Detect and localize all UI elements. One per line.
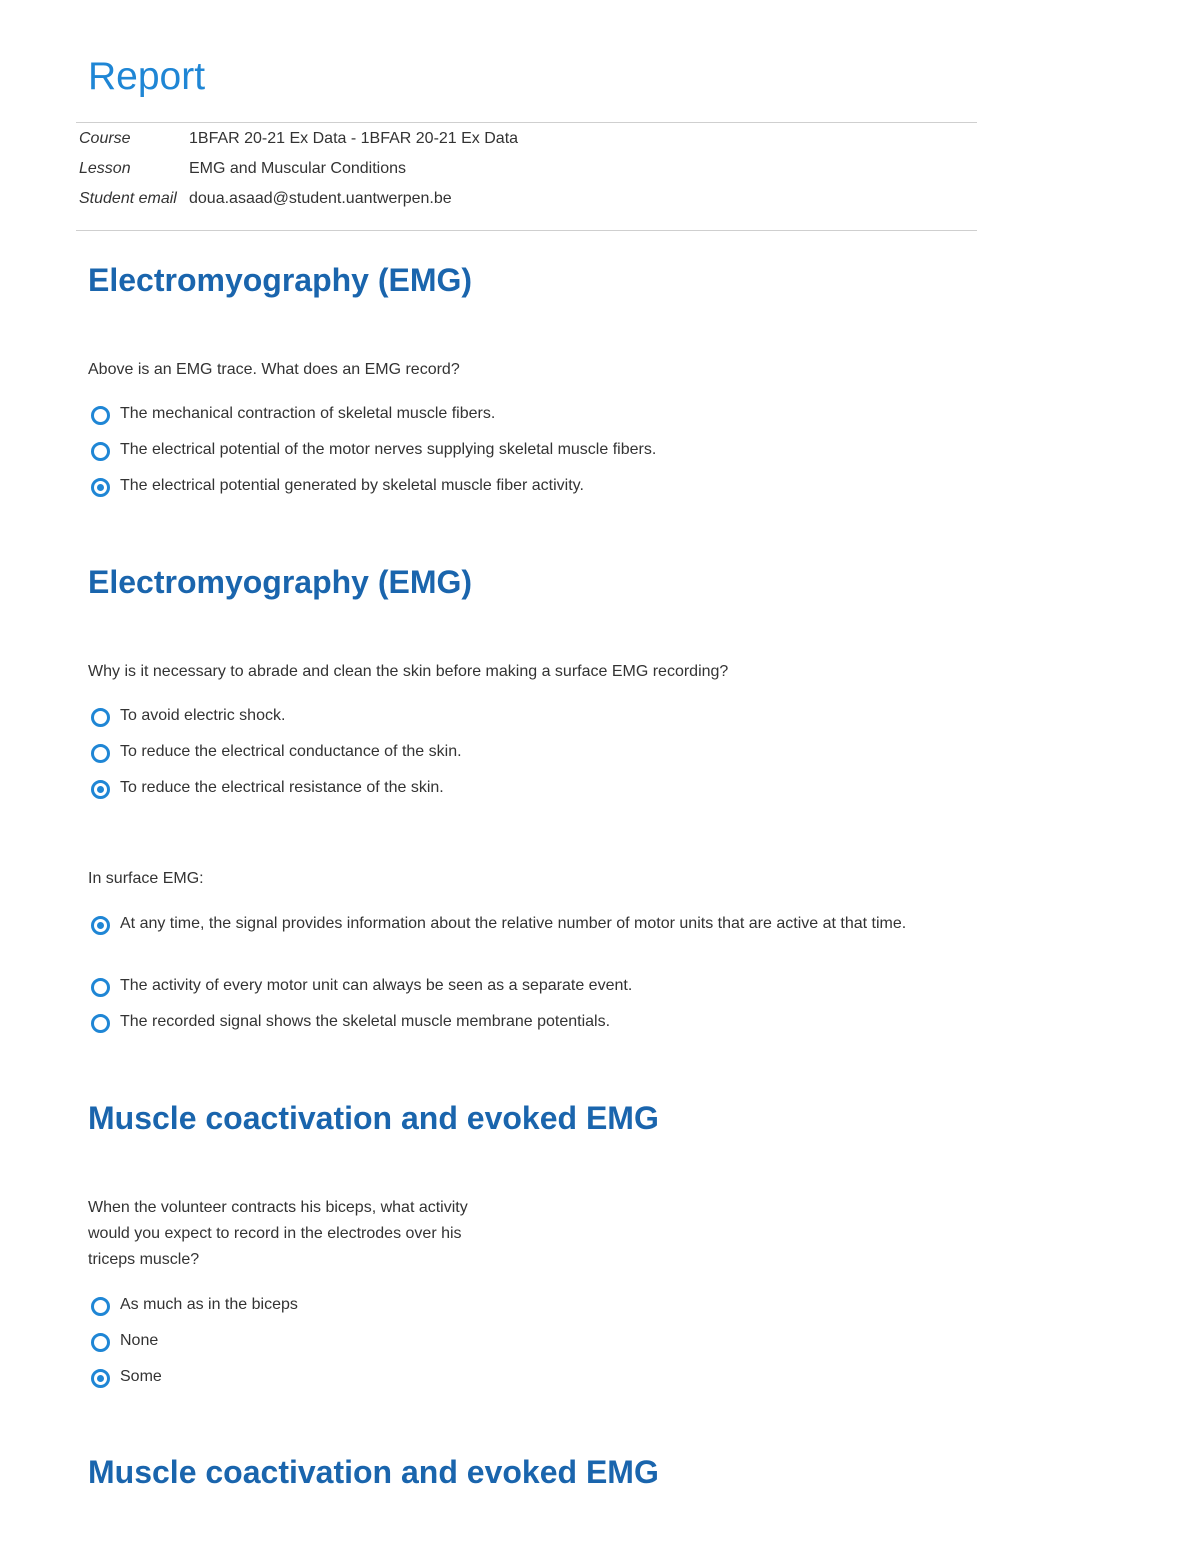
course-value: 1BFAR 20-21 Ex Data - 1BFAR 20-21 Ex Data [189,130,519,147]
radio-unselected-icon[interactable] [91,978,110,997]
answer-option-label: To reduce the electrical resistance of the skin. [120,779,444,796]
radio-unselected-icon[interactable] [91,708,110,727]
answer-option-label: The recorded signal shows the skeletal muscle membrane potentials. [120,1013,611,1030]
answer-option[interactable] [91,703,285,729]
answer-option[interactable] [91,973,632,999]
section-title: Muscle coactivation and evoked EMG [88,1100,659,1136]
answer-option-label: The electrical potential of the motor nerves supplying skeletal muscle fibers. [120,441,657,458]
meta-divider [76,230,977,231]
radio-selected-icon[interactable] [91,1369,110,1388]
page-title: Report [88,55,206,98]
radio-selected-icon[interactable] [91,780,110,799]
student-email-value: doua.asaad@student.uantwerpen.be [189,190,452,207]
answer-option[interactable] [91,1009,610,1035]
section-title: Muscle coactivation and evoked EMG [88,1454,659,1490]
section-title: Electromyography (EMG) [88,564,473,600]
question-text: In surface EMG: [88,870,204,887]
answer-option-selected[interactable] [91,473,584,499]
radio-unselected-icon[interactable] [91,1297,110,1316]
answer-option-label: To avoid electric shock. [120,707,286,724]
answer-option-label: At any time, the signal provides information about the relative number of motor units that are active at that time. [120,915,907,932]
radio-unselected-icon[interactable] [91,442,110,461]
answer-option-label: None [120,1332,159,1349]
answer-option[interactable] [91,1292,298,1318]
answer-option[interactable] [91,401,495,427]
radio-unselected-icon[interactable] [91,1014,110,1033]
radio-unselected-icon[interactable] [91,406,110,425]
answer-option-label: As much as in the biceps [120,1296,298,1313]
header-divider [76,122,977,123]
answer-option[interactable] [91,437,656,463]
student-email-label: Student email [79,190,177,207]
answer-option[interactable] [91,1328,158,1354]
radio-unselected-icon[interactable] [91,1333,110,1352]
answer-option-label: The activity of every motor unit can always be seen as a separate event. [120,977,633,994]
answer-option-selected[interactable] [91,775,444,801]
answer-option-label: The mechanical contraction of skeletal muscle fibers. [120,405,496,422]
question-text: When the volunteer contracts his biceps, what activity would you expect to record in the electrodes over his triceps muscle? [88,1199,468,1268]
answer-option-selected[interactable] [91,911,921,937]
answer-option[interactable] [91,739,462,765]
lesson-value: EMG and Muscular Conditions [189,160,406,177]
section-title: Electromyography (EMG) [88,262,473,298]
radio-selected-icon[interactable] [91,916,110,935]
question-text: Above is an EMG trace. What does an EMG record? [88,361,460,378]
answer-option-label: The electrical potential generated by skeletal muscle fiber activity. [120,477,584,494]
answer-option-selected[interactable] [91,1364,162,1390]
lesson-label: Lesson [79,160,131,177]
radio-selected-icon[interactable] [91,478,110,497]
answer-option-label: Some [120,1368,162,1385]
radio-unselected-icon[interactable] [91,744,110,763]
course-label: Course [79,130,131,147]
question-text: Why is it necessary to abrade and clean the skin before making a surface EMG recording? [88,663,729,680]
answer-option-label: To reduce the electrical conductance of the skin. [120,743,462,760]
